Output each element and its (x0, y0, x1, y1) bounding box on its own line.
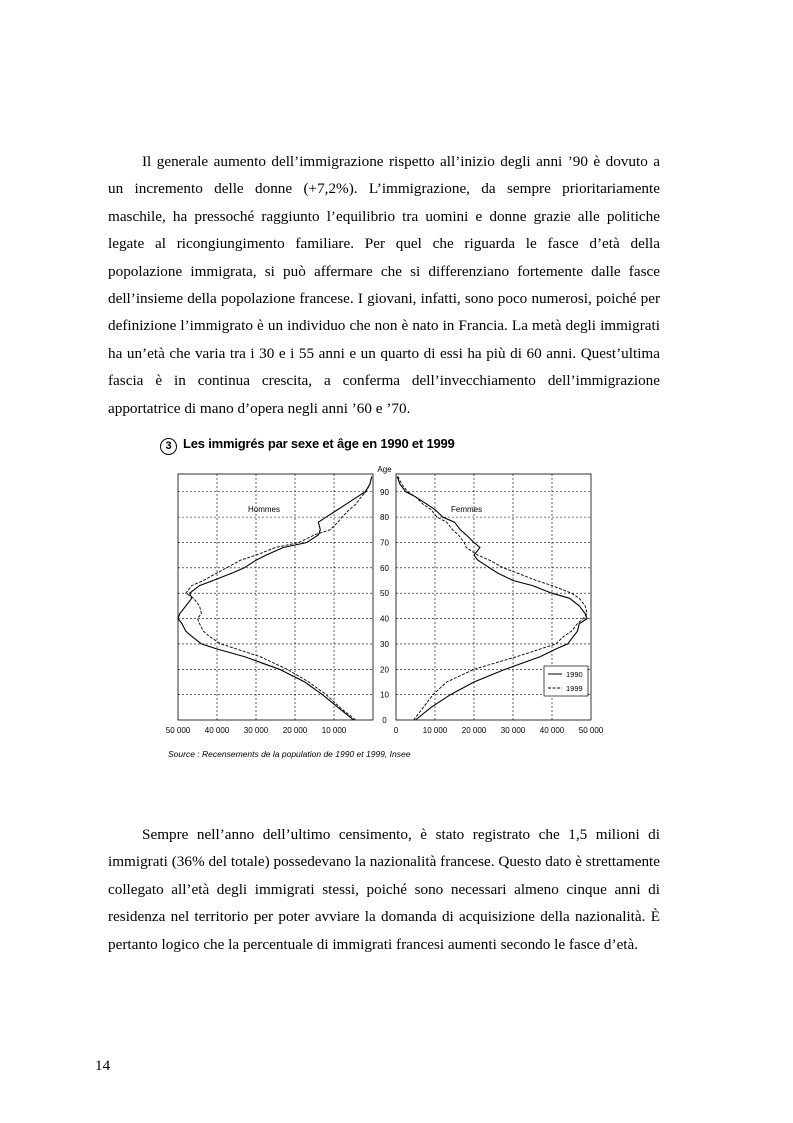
paragraph-2 (108, 821, 660, 958)
legend-label: 1999 (566, 684, 583, 693)
legend-label: 1990 (566, 670, 583, 679)
y-axis-label: Age (377, 465, 392, 474)
x-tick-label: 20 000 (282, 726, 308, 735)
y-tick-label: 0 (382, 716, 387, 725)
y-tick-label: 70 (380, 538, 389, 548)
figure-number: 3 (160, 438, 177, 455)
x-tick-label: 40 000 (539, 726, 565, 735)
page-number: 14 (95, 1057, 111, 1074)
y-tick-label: 80 (380, 513, 389, 523)
y-tick-label: 20 (380, 665, 389, 675)
figure (160, 436, 604, 766)
x-tick-label: 50 000 (165, 726, 191, 735)
x-tick-label: 0 (393, 726, 399, 735)
y-tick-label: 60 (380, 563, 389, 573)
population-pyramid-chart (160, 436, 604, 746)
y-tick-label: 90 (380, 487, 389, 497)
x-tick-label: 50 000 (578, 726, 604, 735)
x-tick-label: 30 000 (243, 726, 269, 735)
x-tick-label: 20 000 (461, 726, 487, 735)
x-tick-label: 10 000 (321, 726, 347, 735)
y-tick-label: 30 (380, 639, 389, 649)
x-tick-label: 40 000 (204, 726, 230, 735)
figure-source: Source : Recensements de la population de 1990 et 1999, Insee (168, 749, 411, 759)
paragraph-1 (108, 148, 660, 422)
x-tick-label: 30 000 (500, 726, 526, 735)
x-tick-label: 10 000 (422, 726, 448, 735)
figure-title-text: Les immigrés par sexe et âge en 1990 et 1999 (183, 436, 455, 451)
paragraph-2-text: Sempre nell’anno dell’ultimo censimento, è stato registrato che 1,5 milioni di immigrati (36% del totale) possedevano la nazionalità francese. Questo dato è strettamente collegato all’età degli immigrati stessi, poiché sono necessari almeno cinque anni di residenza nel territorio per poter avviare la domanda di acquisizione della nazionalità. È pertanto logico che la percentuale di immigrati francesi aumenti secondo le fasce d’età. (108, 826, 660, 953)
y-tick-label: 50 (380, 589, 389, 599)
y-tick-label: 40 (380, 614, 389, 624)
panel-label: Hommes (248, 505, 281, 514)
panel-label: Femmes (451, 505, 483, 514)
paragraph-1-text: Il generale aumento dell’immigrazione rispetto all’inizio degli anni ’90 è dovuto a un incremento delle donne (+7,2%). L’immigrazione, da sempre prioritariamente maschile, ha pressoché raggiunto l’equilibrio tra uomini e donne grazie alle politiche legate al ricongiungimento familiare. Per quel che riguarda le fasce d’età della popolazione immigrata, si può affermare che si differenziano fortemente dalle fasce dell’insieme della popolazione francese. I giovani, infatti, sono poco numerosi, poiché per definizione l’immigrato è un individuo che non è nato in Francia. La metà degli immigrati ha un’età che varia tra i 30 e i 55 anni e un quarto di essi ha più di 60 anni. Quest’ultima fascia è in continua crescita, a conferma dell’invecchiamento dell’immigrazione apportatrice di mano d’opera negli anni ’60 e ’70. (108, 153, 660, 417)
y-tick-label: 10 (380, 690, 389, 700)
